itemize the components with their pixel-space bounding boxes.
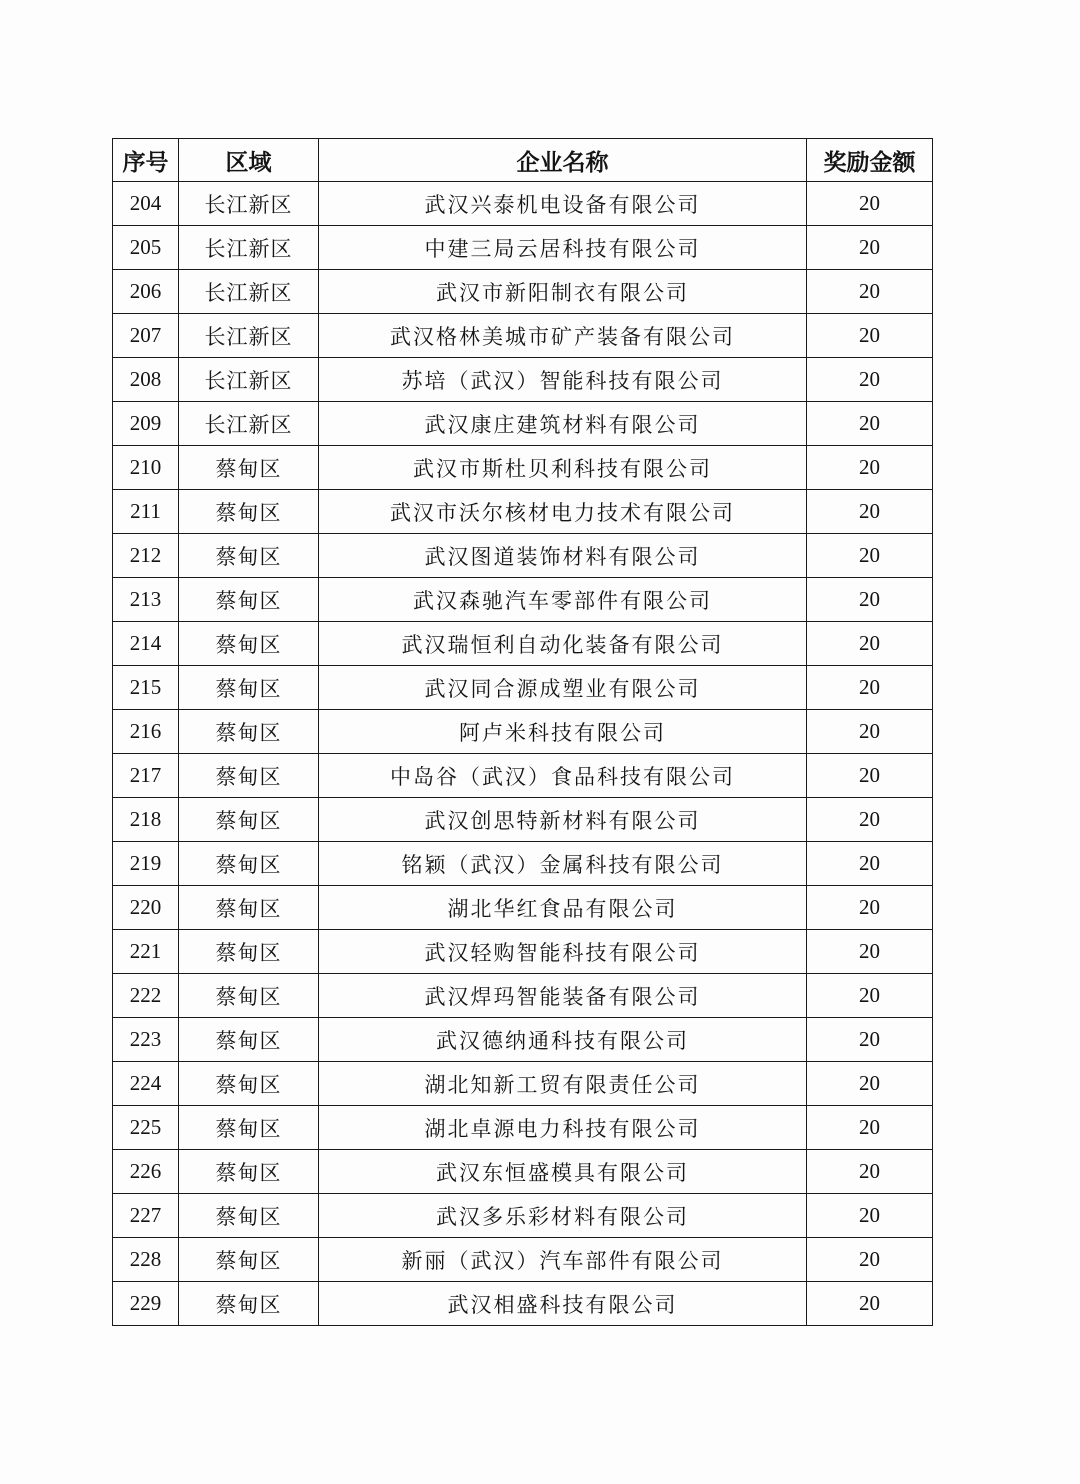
row-number: 205 <box>113 226 179 270</box>
row-company-name: 武汉焊玛智能装备有限公司 <box>319 974 807 1018</box>
row-region: 蔡甸区 <box>179 1018 319 1062</box>
row-award-amount: 20 <box>807 798 933 842</box>
row-company-name: 武汉多乐彩材料有限公司 <box>319 1194 807 1238</box>
row-award-amount: 20 <box>807 578 933 622</box>
row-company-name: 湖北华红食品有限公司 <box>319 886 807 930</box>
row-number: 221 <box>113 930 179 974</box>
row-number: 206 <box>113 270 179 314</box>
row-company-name: 铭颖（武汉）金属科技有限公司 <box>319 842 807 886</box>
row-region: 蔡甸区 <box>179 578 319 622</box>
row-company-name: 湖北知新工贸有限责任公司 <box>319 1062 807 1106</box>
row-award-amount: 20 <box>807 1238 933 1282</box>
row-region: 长江新区 <box>179 226 319 270</box>
header-no: 序号 <box>113 139 179 182</box>
row-award-amount: 20 <box>807 182 933 226</box>
row-number: 218 <box>113 798 179 842</box>
row-award-amount: 20 <box>807 930 933 974</box>
table-row <box>113 842 933 886</box>
row-award-amount: 20 <box>807 974 933 1018</box>
row-number: 227 <box>113 1194 179 1238</box>
table-row <box>113 666 933 710</box>
row-award-amount: 20 <box>807 1282 933 1326</box>
row-number: 214 <box>113 622 179 666</box>
row-number: 209 <box>113 402 179 446</box>
row-region: 长江新区 <box>179 358 319 402</box>
row-region: 蔡甸区 <box>179 930 319 974</box>
row-award-amount: 20 <box>807 886 933 930</box>
table-row <box>113 1194 933 1238</box>
award-table <box>112 138 933 1326</box>
row-award-amount: 20 <box>807 1106 933 1150</box>
row-number: 210 <box>113 446 179 490</box>
row-award-amount: 20 <box>807 1194 933 1238</box>
table-row <box>113 534 933 578</box>
row-award-amount: 20 <box>807 402 933 446</box>
row-company-name: 中岛谷（武汉）食品科技有限公司 <box>319 754 807 798</box>
table-row <box>113 930 933 974</box>
row-company-name: 武汉东恒盛模具有限公司 <box>319 1150 807 1194</box>
table-row <box>113 798 933 842</box>
row-company-name: 武汉格林美城市矿产装备有限公司 <box>319 314 807 358</box>
row-number: 220 <box>113 886 179 930</box>
table-row <box>113 1018 933 1062</box>
row-company-name: 武汉市斯杜贝利科技有限公司 <box>319 446 807 490</box>
table-row <box>113 182 933 226</box>
header-amount: 奖励金额 <box>807 139 933 182</box>
row-award-amount: 20 <box>807 490 933 534</box>
row-region: 长江新区 <box>179 182 319 226</box>
row-region: 蔡甸区 <box>179 710 319 754</box>
row-award-amount: 20 <box>807 710 933 754</box>
row-region: 蔡甸区 <box>179 666 319 710</box>
row-region: 长江新区 <box>179 402 319 446</box>
table-row <box>113 270 933 314</box>
row-region: 蔡甸区 <box>179 490 319 534</box>
header-row <box>113 139 933 182</box>
row-region: 蔡甸区 <box>179 1194 319 1238</box>
row-award-amount: 20 <box>807 314 933 358</box>
table-row <box>113 226 933 270</box>
row-company-name: 中建三局云居科技有限公司 <box>319 226 807 270</box>
row-award-amount: 20 <box>807 358 933 402</box>
row-region: 蔡甸区 <box>179 1238 319 1282</box>
row-region: 蔡甸区 <box>179 798 319 842</box>
header-region: 区域 <box>179 139 319 182</box>
table-row <box>113 402 933 446</box>
row-number: 225 <box>113 1106 179 1150</box>
row-number: 228 <box>113 1238 179 1282</box>
row-company-name: 武汉创思特新材料有限公司 <box>319 798 807 842</box>
row-company-name: 武汉德纳通科技有限公司 <box>319 1018 807 1062</box>
table-row <box>113 754 933 798</box>
table-row <box>113 1150 933 1194</box>
row-number: 215 <box>113 666 179 710</box>
row-region: 蔡甸区 <box>179 622 319 666</box>
table-row <box>113 358 933 402</box>
row-award-amount: 20 <box>807 1062 933 1106</box>
row-company-name: 武汉市沃尔核材电力技术有限公司 <box>319 490 807 534</box>
row-company-name: 武汉兴泰机电设备有限公司 <box>319 182 807 226</box>
table-body <box>113 182 933 1326</box>
row-company-name: 新丽（武汉）汽车部件有限公司 <box>319 1238 807 1282</box>
row-region: 蔡甸区 <box>179 974 319 1018</box>
row-number: 208 <box>113 358 179 402</box>
row-number: 211 <box>113 490 179 534</box>
row-region: 蔡甸区 <box>179 1150 319 1194</box>
row-award-amount: 20 <box>807 754 933 798</box>
table-row <box>113 622 933 666</box>
row-region: 蔡甸区 <box>179 754 319 798</box>
row-award-amount: 20 <box>807 622 933 666</box>
row-region: 蔡甸区 <box>179 446 319 490</box>
row-region: 长江新区 <box>179 270 319 314</box>
row-number: 226 <box>113 1150 179 1194</box>
table-header <box>113 139 933 182</box>
row-company-name: 武汉图道装饰材料有限公司 <box>319 534 807 578</box>
table-row <box>113 1282 933 1326</box>
table-row <box>113 710 933 754</box>
row-award-amount: 20 <box>807 446 933 490</box>
row-region: 蔡甸区 <box>179 886 319 930</box>
row-number: 207 <box>113 314 179 358</box>
row-award-amount: 20 <box>807 534 933 578</box>
row-region: 蔡甸区 <box>179 1282 319 1326</box>
row-number: 212 <box>113 534 179 578</box>
table-row <box>113 886 933 930</box>
table-row <box>113 1238 933 1282</box>
row-award-amount: 20 <box>807 270 933 314</box>
header-name: 企业名称 <box>319 139 807 182</box>
row-number: 229 <box>113 1282 179 1326</box>
row-company-name: 武汉相盛科技有限公司 <box>319 1282 807 1326</box>
row-company-name: 武汉市新阳制衣有限公司 <box>319 270 807 314</box>
table-row <box>113 1106 933 1150</box>
row-number: 213 <box>113 578 179 622</box>
row-region: 蔡甸区 <box>179 842 319 886</box>
row-award-amount: 20 <box>807 226 933 270</box>
table-row <box>113 314 933 358</box>
row-region: 蔡甸区 <box>179 1106 319 1150</box>
row-region: 蔡甸区 <box>179 1062 319 1106</box>
row-number: 204 <box>113 182 179 226</box>
row-company-name: 武汉森驰汽车零部件有限公司 <box>319 578 807 622</box>
row-number: 219 <box>113 842 179 886</box>
row-award-amount: 20 <box>807 666 933 710</box>
row-award-amount: 20 <box>807 842 933 886</box>
row-region: 蔡甸区 <box>179 534 319 578</box>
row-number: 217 <box>113 754 179 798</box>
row-number: 223 <box>113 1018 179 1062</box>
row-number: 216 <box>113 710 179 754</box>
row-region: 长江新区 <box>179 314 319 358</box>
row-company-name: 武汉瑞恒利自动化装备有限公司 <box>319 622 807 666</box>
table-row <box>113 490 933 534</box>
row-company-name: 苏培（武汉）智能科技有限公司 <box>319 358 807 402</box>
row-award-amount: 20 <box>807 1018 933 1062</box>
row-number: 224 <box>113 1062 179 1106</box>
row-company-name: 武汉康庄建筑材料有限公司 <box>319 402 807 446</box>
row-company-name: 湖北卓源电力科技有限公司 <box>319 1106 807 1150</box>
row-company-name: 武汉轻购智能科技有限公司 <box>319 930 807 974</box>
row-company-name: 阿卢米科技有限公司 <box>319 710 807 754</box>
row-number: 222 <box>113 974 179 1018</box>
table-row <box>113 974 933 1018</box>
table-row <box>113 578 933 622</box>
row-award-amount: 20 <box>807 1150 933 1194</box>
table-row <box>113 446 933 490</box>
row-company-name: 武汉同合源成塑业有限公司 <box>319 666 807 710</box>
table-row <box>113 1062 933 1106</box>
